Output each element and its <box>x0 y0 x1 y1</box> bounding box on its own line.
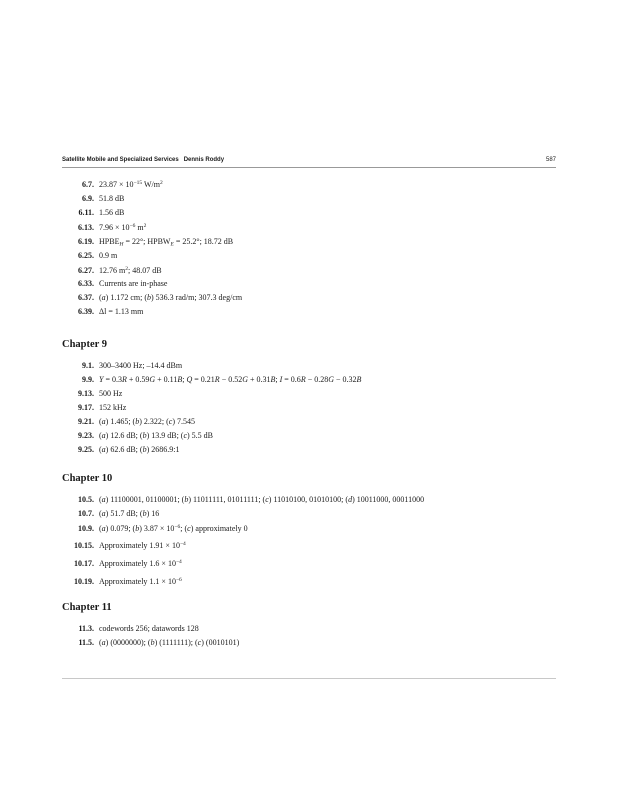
answer-9-21 <box>62 415 556 429</box>
answer-number: 11.3. <box>78 624 94 633</box>
answer-text: 152 kHz <box>99 403 127 412</box>
answer-text: (a) 0.079; (b) $3.87 \times 10^{-6}$; (c) approximately 0 <box>99 524 248 533</box>
answer-number: 6.39. <box>78 307 94 317</box>
answer-number: 9.1. <box>82 361 94 370</box>
answer-number: 9.23. <box>78 431 94 440</box>
answer-6-19 <box>62 235 556 249</box>
answer-10-9 <box>62 521 556 536</box>
answer-6-13 <box>62 220 556 235</box>
chapter-11-answers <box>62 622 556 650</box>
answer-text: 500 Hz <box>99 389 123 398</box>
answer-6-37 <box>62 291 556 305</box>
answer-text: Approximately $1.1 \times 10^{-6}$ <box>99 576 182 586</box>
header-title-group <box>62 157 224 163</box>
answer-10-17 <box>62 554 556 572</box>
answer-number: 6.9. <box>82 193 94 203</box>
answer-text: codewords 256; datawords 128 <box>99 624 199 633</box>
answer-text: 0.9 m <box>99 250 118 260</box>
answer-text: (a) 1.465; (b) 2.322; (c) 7.545 <box>99 417 196 426</box>
answer-text: (a) 1.172 cm; (b) 536.3 rad/m; 307.3 deg/cm <box>99 293 243 303</box>
answer-number: 10.7. <box>78 509 94 518</box>
answer-6-11 <box>62 206 556 220</box>
footer-divider <box>62 678 556 679</box>
answer-text: 300–3400 Hz; –14.4 dBm <box>99 361 183 370</box>
answer-text: (a) 62.6 dB; (b) 2686.9:1 <box>99 445 180 454</box>
answer-9-1 <box>62 359 556 373</box>
answer-text: (a) 51.7 dB; (b) 16 <box>99 509 160 518</box>
chapter-10-answers <box>62 493 556 590</box>
answer-text: $HPBE_H = 22^\circ$; $HPBW_E = 25.2^\circ$; 18.72 dB <box>99 236 234 248</box>
answer-6-25 <box>62 249 556 263</box>
answer-number: 9.17. <box>78 403 94 412</box>
answer-number: 6.13. <box>78 222 94 232</box>
answer-6-7 <box>62 177 556 192</box>
answer-number: 6.7. <box>82 180 94 189</box>
answer-text: (a) (0000000); (b) (1111111); (c) (0010101) <box>99 638 240 647</box>
page-number: 587 <box>545 157 556 163</box>
answer-11-5 <box>62 636 556 650</box>
answer-text: Δl = 1.13 mm <box>99 307 144 317</box>
answer-number: 10.9. <box>78 524 94 533</box>
answer-number: 9.13. <box>78 389 94 398</box>
answer-number: 6.25. <box>78 250 94 260</box>
chapter-11-heading: Chapter 11 <box>62 602 112 613</box>
answer-9-23 <box>62 429 556 443</box>
answer-number: 10.15. <box>74 540 94 550</box>
answer-text: 51.8 dB <box>99 193 125 203</box>
answer-9-25 <box>62 443 556 457</box>
book-title: Satellite Mobile and Specialized Services <box>62 157 179 163</box>
chapter-9-answers <box>62 359 556 457</box>
answer-10-19 <box>62 572 556 590</box>
answer-number: 6.27. <box>78 265 94 275</box>
answer-text: (a) 12.6 dB; (b) 13.9 dB; (c) 5.5 dB <box>99 431 214 440</box>
answer-text: 1.56 dB <box>99 207 125 217</box>
chapter-9-heading: Chapter 9 <box>62 339 108 350</box>
answer-text: $7.96 \times 10^{-6}$ $m^2$ <box>99 222 147 232</box>
answer-6-9 <box>62 192 556 206</box>
answer-number: 6.19. <box>78 236 94 246</box>
answer-text: Currents are in-phase <box>99 279 168 289</box>
answer-10-15 <box>62 536 556 554</box>
answer-text: Approximately $1.6 \times 10^{-4}$ <box>99 558 182 568</box>
answer-10-5 <box>62 493 556 507</box>
answer-number: 6.33. <box>78 279 94 289</box>
answer-number: 9.9. <box>82 375 94 384</box>
answer-number: 10.5. <box>78 495 94 504</box>
chapter-6-answers <box>62 177 556 319</box>
header-divider <box>62 167 556 168</box>
answer-10-7 <box>62 507 556 521</box>
answer-number: 11.5. <box>78 638 94 647</box>
answer-text: 12.76 $m^2$; 48.07 dB <box>99 265 162 275</box>
answer-11-3 <box>62 622 556 636</box>
answer-6-33 <box>62 277 556 291</box>
answer-9-9 <box>62 373 556 387</box>
answer-9-13 <box>62 387 556 401</box>
answer-number: 9.25. <box>78 445 94 454</box>
answer-6-39 <box>62 305 556 319</box>
author-name: Dennis Roddy <box>183 157 225 163</box>
answer-number: 6.37. <box>78 293 94 303</box>
answer-text: (a) 11100001, 01100001; (b) 11011111, 01011111; (c) 11010100, 01010100; (d) 10011000, 00011000 <box>99 495 425 504</box>
running-header <box>62 157 556 167</box>
answer-number: 6.11. <box>78 207 94 217</box>
answer-number: 10.17. <box>74 558 94 568</box>
answer-text: Y = 0.3R + 0.59G + 0.11B; Q = 0.21R − 0.52G + 0.31B; I = 0.6R − 0.28G − 0.32B <box>99 375 362 384</box>
answer-text: Approximately $1.91 \times 10^{-4}$ <box>99 540 186 550</box>
chapter-10-heading: Chapter 10 <box>62 473 113 484</box>
answer-number: 9.21. <box>78 417 94 426</box>
answer-number: 10.19. <box>74 576 94 586</box>
answer-9-17 <box>62 401 556 415</box>
answer-6-27 <box>62 263 556 278</box>
answer-text: $23.87 \times 10^{-15}$ $W/m^2$ <box>99 180 163 189</box>
